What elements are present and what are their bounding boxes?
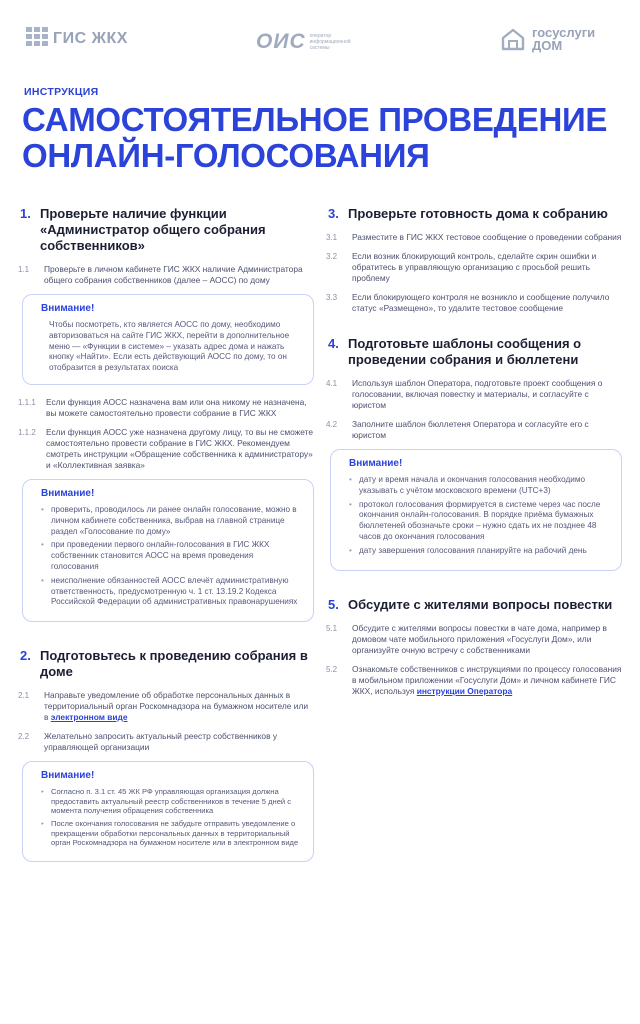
warning-list-item: • После окончания голосования не забудьте отправить уведомление о прекращении обработки персональных данных в территориальный орган Роскомнадзора на бумажном носителе или в электронном виде [41,819,301,848]
section-5-number: 5. [328,596,339,612]
step-text: Заполните шаблон бюллетеня Оператора и согласуйте его с юристом [352,419,589,440]
house-icon [500,26,526,52]
gosuslugi-logo-line1: госуслуги [532,25,596,40]
warning-list-item: • Согласно п. 3.1 ст. 45 ЖК РФ управляющая организация должна предоставить актуальный реестр собственников в течение 5 дней с момента получения обращения собственника [41,787,301,816]
section-4-header [326,336,622,368]
document-kicker: ИНСТРУКЦИЯ [24,86,99,98]
step-number: 2.1 [18,691,30,701]
gis-zhkh-logo-text: ГИС ЖКХ [53,30,128,47]
page-title: САМОСТОЯТЕЛЬНОЕ ПРОВЕДЕНИЕ ОНЛАЙН-ГОЛОСОВАНИЯ [22,101,608,174]
step-number: 3.1 [326,233,338,242]
step-text: Если функция АОСС уже назначена другому лицу, то вы не сможете самостоятельно провести собрание в ГИС ЖКХ. Рекомендуем смотреть инструкции «Обращение собственника к администратору» и «Коллективная заявка» [46,426,314,470]
warning-box-3 [22,761,314,862]
operator-instructions-link[interactable]: инструкции Оператора [416,685,513,696]
step-1-1 [18,264,314,286]
warning-box-4 [330,449,622,571]
step-1-1-2 [18,427,314,471]
step-1-1-1 [18,397,314,419]
warning-list-item: • дату завершения голосования планируйте на рабочий день [349,546,609,557]
warning-list-item: • неисполнение обязанностей АОСС влечёт административную ответственность, предусмотренную ч. 1 ст. 13.19.2 Кодекса Российской Федерации об административных правонарушениях [41,576,301,608]
gosuslugi-dom-logo [500,26,595,52]
ois-logo-text: ОИС [256,30,306,53]
warning-box-1 [22,294,314,385]
step-text: Обсудите с жителями вопросы повестки в чате дома, например в домовом чате мобильного приложения «Госуслуги Дом», или организуйте очную встречу с собственниками [352,622,607,655]
section-1-header [18,206,314,254]
step-text [44,690,314,723]
warning-box-2 [22,479,314,622]
step-text: Желательно запросить актуальный реестр собственников у управляющей организации [44,731,278,753]
building-icon [26,27,48,51]
ois-logo-subtitle: оператор информационной системы [309,33,351,51]
right-column [326,206,622,705]
step-text-body: Направьте уведомление об обработке персональных данных в территориальный орган Роскомнадзора на бумажном носителе или в [44,690,309,723]
step-text: Используя шаблон Оператора, подготовьте проект сообщения о голосовании, включая повестку и материалы, и согласуйте с юристом [352,378,603,410]
step-4-1 [326,378,622,411]
section-1-number: 1. [20,206,31,221]
step-text [352,664,622,697]
warning-title: Внимание! [349,458,403,469]
gis-zhkh-logo [26,26,128,52]
step-5-2 [326,664,622,697]
step-text: Если функция АОСС назначена вам или она никому не назначена, вы можете самостоятельно провести собрание в ГИС ЖКХ [46,396,307,418]
step-3-1 [326,232,622,243]
section-3-number: 3. [328,206,339,221]
step-number: 5.1 [326,623,338,633]
step-text: Если блокирующего контроля не возникло и сообщение получило статус «Размещено», то удалите тестовое сообщение [352,292,610,313]
section-3-header [326,206,622,222]
step-number: 1.1 [18,265,30,274]
warning-list-item: • протокол голосования формируется в системе через час после окончания онлайн-голосования. В порядке приёма бумажных бюллетеней обозначьте сроки – нужно сдать их не позднее 48 часов до окончания голосования [349,500,609,543]
section-2-number: 2. [20,648,31,664]
warning-list-item: • дату и время начала и окончания голосования необходимо указывать с учётом московского времени (UTC+3) [349,475,609,497]
step-number: 5.2 [326,664,338,674]
step-number: 3.2 [326,252,338,261]
electronic-form-link[interactable]: электронном виде [50,712,128,723]
step-text: Разместите в ГИС ЖКХ тестовое сообщение о проведении собрания [352,232,622,242]
warning-title: Внимание! [41,770,95,782]
step-number: 2.2 [18,732,30,742]
section-4-title: Подготовьте шаблоны сообщения о проведении собрания и бюллетени [348,336,582,367]
step-text-body: Ознакомьте собственников с инструкциями по процессу голосования в мобильном приложении «Госуслуги Дом» и личном кабинете ГИС ЖКХ, используя [352,663,622,696]
gosuslugi-logo-line2: ДОМ [532,38,563,53]
warning-list-item: • при проведении первого онлайн-голосования в ГИС ЖКХ собственник становится АОСС на время проведения голосования [41,540,301,572]
step-number: 1.1.1 [18,397,36,407]
warning-title: Внимание! [41,303,95,314]
section-1-title: Проверьте наличие функции «Администратор общего собрания собственников» [40,206,266,253]
step-number: 3.3 [326,293,338,302]
step-text: Если возник блокирующий контроль, сделайте скрин ошибки и обратитесь в управляющую организацию с просьбой решить проблему [352,251,597,283]
step-text: Проверьте в личном кабинете ГИС ЖКХ наличие Администратора общего собрания собственников (далее – АОСС) по дому [44,264,303,285]
step-5-1 [326,623,622,656]
step-4-2 [326,419,622,441]
section-5-title: Обсудите с жителями вопросы повестки [348,596,613,612]
warning-list-item: • проверить, проводилось ли ранее онлайн голосование, можно в личном кабинете собственника, выбрав на главной странице раздел «Голосование по дому» [41,505,301,537]
warning-title: Внимание! [41,487,95,499]
step-number: 4.2 [326,420,338,429]
step-3-3 [326,292,622,314]
left-column [18,206,314,874]
step-number: 4.1 [326,379,338,388]
section-3-title: Проверьте готовность дома к собранию [348,206,608,221]
step-3-2 [326,251,622,284]
section-4-number: 4. [328,336,339,351]
warning-text: Чтобы посмотреть, кто является АОСС по дому, необходимо авторизоваться на сайте ГИС ЖКХ, перейти в дополнительное меню — «Функции в системе» – указать адрес дома и нажать кнопку «Найти». Если есть действующий АОСС по дому, то он отобразится в результатах поиска [49,320,290,373]
section-2-header [18,648,314,680]
ois-logo [256,30,370,54]
step-2-2 [18,731,314,753]
step-number: 1.1.2 [18,427,36,437]
section-2-title: Подготовьтесь к проведению собрания в доме [40,648,308,680]
section-5-header [326,597,622,613]
step-2-1 [18,690,314,723]
